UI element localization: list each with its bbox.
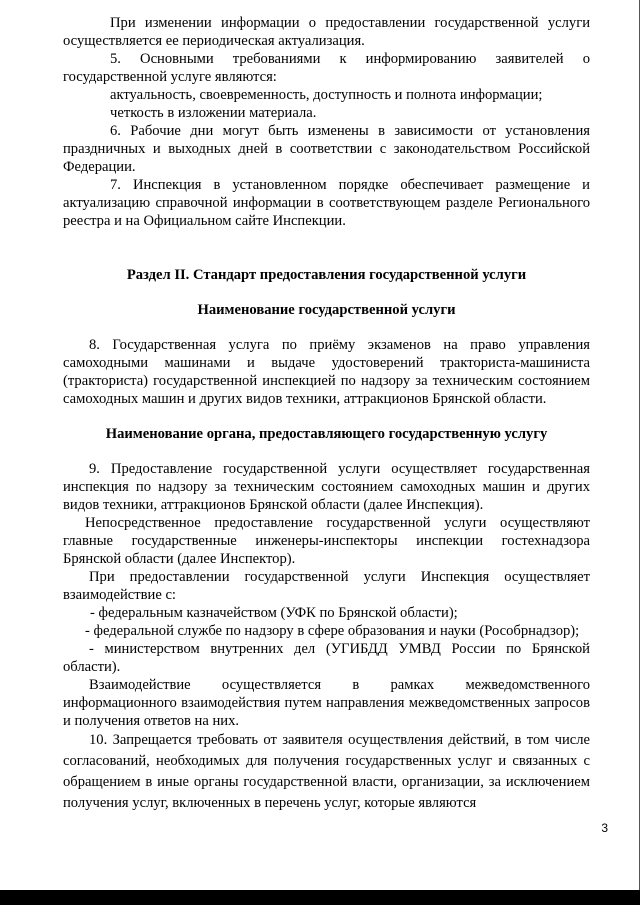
- paragraph-interdepartmental: Взаимодействие осуществляется в рамках межведомственного информационного взаимодействия путем направления межведомственных запросов и получения ответов на них.: [63, 677, 590, 729]
- paragraph-9: 9. Предоставление государственной услуги осуществляет государственная инспекция по надзору за техническим состоянием самоходных машин и других видов техники, аттракционов Брянской области (далее Инспекция).: [63, 461, 590, 513]
- requirement-item-1: актуальность, своевременность, доступность и полнота информации;: [110, 87, 543, 103]
- interaction-item-treasury: - федеральным казначейством (УФК по Брянской области);: [90, 605, 458, 621]
- paragraph-5: 5. Основными требованиями к информированию заявителей о государственной услуге являются:: [63, 51, 590, 85]
- page-number: 3: [601, 821, 608, 835]
- paragraph-inspectors: Непосредственное предоставление государственной услуги осуществляют главные государственные инженеры-инспекторы инспекции гостехнадзора Брянской области (далее Инспектор).: [63, 515, 590, 567]
- paragraph-10: 10. Запрещается требовать от заявителя осуществления действий, в том числе согласований, необходимых для получения государственных услуг и связанных с обращением в иные органы государственной власти, организации, за исключением получения услуг, включенных в перечень услуг, которые являются: [63, 732, 590, 811]
- requirement-item-2: четкость в изложении материала.: [110, 105, 317, 121]
- paragraph-6: 6. Рабочие дни могут быть изменены в зависимости от установления праздничных и выходных дней в соответствии с законодательством Российской Федерации.: [63, 123, 590, 175]
- paragraph-actualization: При изменении информации о предоставлении государственной услуги осуществляется ее периодическая актуализация.: [63, 15, 590, 49]
- paragraph-interaction: При предоставлении государственной услуги Инспекция осуществляет взаимодействие с:: [63, 569, 590, 603]
- subsection-service-name-title: Наименование государственной услуги: [197, 302, 456, 318]
- scan-bottom-border: [0, 890, 640, 905]
- paragraph-7: 7. Инспекция в установленном порядке обеспечивает размещение и актуализацию справочной информации в соответствующем разделе Регионального реестра и на Официальном сайте Инспекции.: [63, 177, 590, 229]
- interaction-item-mvd: - министерством внутренних дел (УГИБДД УМВД России по Брянской области).: [63, 641, 590, 675]
- paragraph-8: 8. Государственная услуга по приёму экзаменов на право управления самоходными машинами и выдаче удостоверений тракториста-машиниста (тракториста) государственной инспекцией по надзору за техническим состоянием самоходных машин и других видов техники, аттракционов Брянской области.: [63, 337, 590, 407]
- section-title: Раздел II. Стандарт предоставления государственной услуги: [126, 267, 527, 283]
- interaction-item-rosobrnadzor: - федеральной службе по надзору в сфере образования и науки (Рособрнадзор);: [85, 623, 580, 639]
- subsection-organ-title: Наименование органа, предоставляющего государственную услугу: [105, 426, 548, 442]
- document-body: [63, 14, 590, 814]
